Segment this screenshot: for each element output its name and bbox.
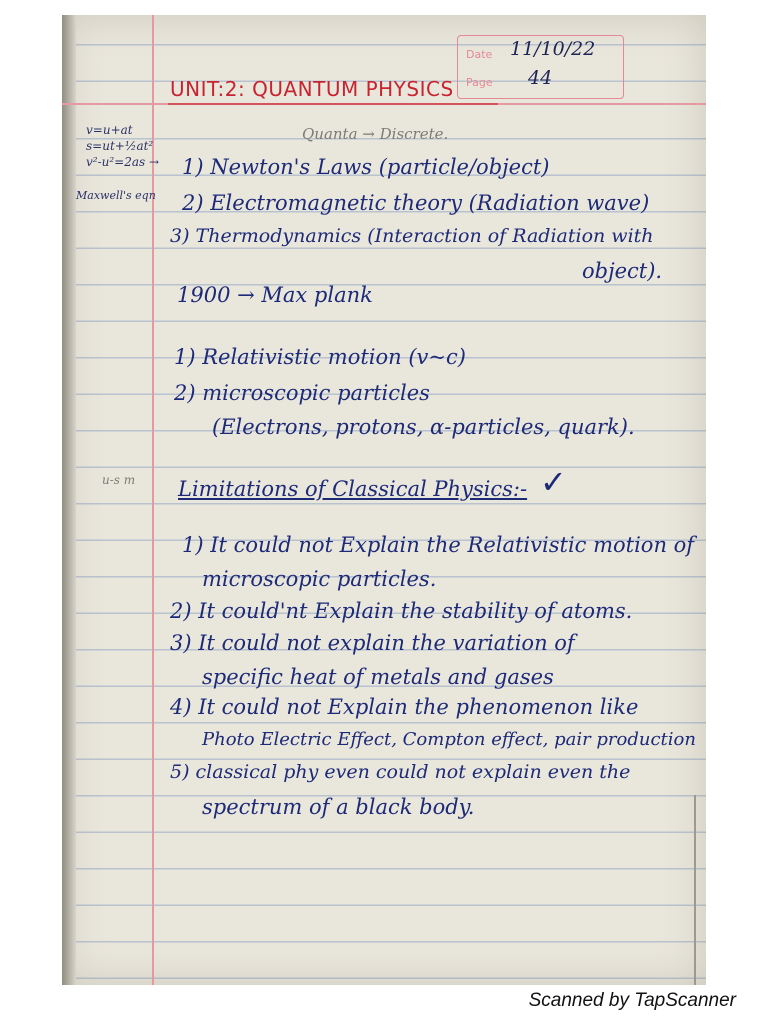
page-number: 44 bbox=[528, 67, 553, 89]
intro-item-3-cont: object). bbox=[582, 259, 663, 283]
margin-maxwell: Maxwell's eqn bbox=[76, 189, 156, 202]
scanner-watermark: Scanned by TapScanner bbox=[528, 990, 736, 1011]
page-binding-edge bbox=[62, 15, 76, 985]
intro-item-2: 2) Electromagnetic theory (Radiation wave) bbox=[182, 191, 650, 215]
point-4-cont: Photo Electric Effect, Compton effect, pair production bbox=[202, 729, 696, 750]
title-underline bbox=[168, 103, 498, 105]
page-label: Page bbox=[466, 76, 493, 89]
margin-equation-3: v²-u²=2as → bbox=[86, 155, 160, 169]
intro-item-1: 1) Newton's Laws (particle/object) bbox=[182, 155, 550, 179]
margin-usm: u-s m bbox=[102, 473, 136, 487]
point-2: 2) It could'nt Explain the stability of atoms. bbox=[170, 599, 633, 623]
point-1-cont: microscopic particles. bbox=[202, 567, 437, 591]
subtitle: Quanta → Discrete. bbox=[302, 125, 449, 143]
page-title: UNIT:2: QUANTUM PHYSICS bbox=[170, 77, 454, 101]
notebook-page bbox=[62, 15, 706, 985]
page-fold bbox=[694, 795, 696, 985]
date-page-box bbox=[457, 35, 624, 99]
margin-equation-1: v=u+at bbox=[86, 123, 133, 137]
intro-item-3: 3) Thermodynamics (Interaction of Radiation with bbox=[170, 225, 654, 247]
year-line: 1900 → Max plank bbox=[177, 283, 373, 307]
point-3: 3) It could not explain the variation of bbox=[170, 631, 575, 655]
check-mark-icon: ✓ bbox=[540, 463, 567, 501]
point-5-cont: spectrum of a black body. bbox=[202, 795, 475, 819]
margin-equation-2: s=ut+½at² bbox=[86, 139, 154, 153]
limit-item-1: 1) Relativistic motion (v~c) bbox=[174, 345, 466, 369]
point-4: 4) It could not Explain the phenomenon like bbox=[170, 695, 639, 719]
limit-item-2: 2) microscopic particles bbox=[174, 381, 430, 405]
date-label: Date bbox=[466, 48, 493, 61]
section-heading: Limitations of Classical Physics:- bbox=[178, 477, 528, 501]
date-value: 11/10/22 bbox=[510, 38, 596, 60]
point-3-cont: specific heat of metals and gases bbox=[202, 665, 554, 689]
limit-item-2-cont: (Electrons, protons, α-particles, quark). bbox=[212, 415, 635, 439]
point-1: 1) It could not Explain the Relativistic motion of bbox=[182, 533, 695, 557]
point-5: 5) classical phy even could not explain even the bbox=[170, 761, 631, 783]
